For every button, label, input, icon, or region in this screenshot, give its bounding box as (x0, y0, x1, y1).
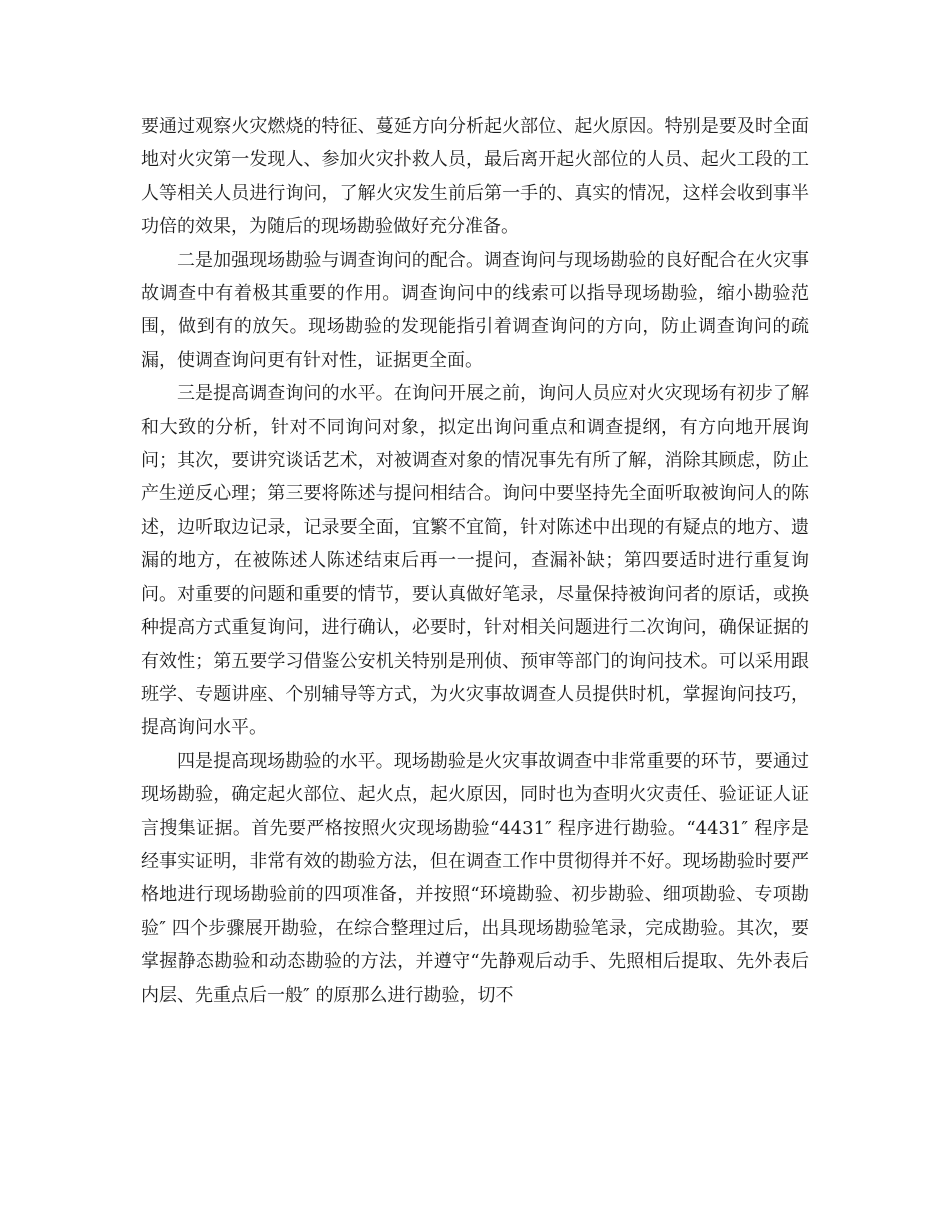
document-body (141, 110, 809, 1012)
paragraph-3: 三是提高调查询问的水平。在询问开展之前，询问人员应对火灾现场有初步了解和大致的分析，针对不同询问对象，拟定出询问重点和调查提纲，有方向地开展询问；其次，要讲究谈话艺术，对被调查对象的情况事先有所了解，消除其顾虑，防止产生逆反心理；第三要将陈述与提问相结合。询问中要坚持先全面听取被询问人的陈述，边听取边记录，记录要全面，宜繁不宜简，针对陈述中出现的有疑点的地方、遗漏的地方，在被陈述人陈述结束后再一一提问，查漏补缺；第四要适时进行重复询问。对重要的问题和重要的情节，要认真做好笔录，尽量保持被询问者的原话，或换种提高方式重复询问，进行确认，必要时，针对相关问题进行二次询问，确保证据的有效性；第五要学习借鉴公安机关特别是刑侦、预审等部门的询问技术。可以采用跟班学、专题讲座、个别辅导等方式，为火灾事故调查人员提供时机，掌握询问技巧，提高询问水平。 (141, 383, 809, 739)
paragraph-2: 二是加强现场勘验与调查询问的配合。调查询问与现场勘验的良好配合在火灾事故调查中有着极其重要的作用。调查询问中的线索可以指导现场勘验，缩小勘验范围，做到有的放矢。现场勘验的发现能指引着调查询问的方向，防止调查询问的疏漏，使调查询问更有针对性，证据更全面。 (141, 249, 809, 371)
paragraph-1: 要通过观察火灾燃烧的特征、蔓延方向分析起火部位、起火原因。特别是要及时全面地对火灾第一发现人、参加火灾扑救人员，最后离开起火部位的人员、起火工段的工人等相关人员进行询问，了解火灾发生前后第一手的、真实的情况，这样会收到事半功倍的效果，为随后的现场勘验做好充分准备。 (141, 116, 809, 238)
paragraph-4: 四是提高现场勘验的水平。现场勘验是火灾事故调查中非常重要的环节，要通过现场勘验，确定起火部位、起火点，起火原因，同时也为查明火灾责任、验证证人证言搜集证据。首先要严格按照火灾现场勘验“4431″ 程序进行勘验。“4431″ 程序是经事实证明，非常有效的勘验方法，但在调查工作中贯彻得并不好。现场勘验时要严格地进行现场勘验前的四项准备，并按照“环境勘验、初步勘验、细项勘验、专项勘验″ 四个步骤展开勘验，在综合整理过后，出具现场勘验笔录，完成勘验。其次，要掌握静态勘验和动态勘验的方法，并遵守“先静观后动手、先照相后提取、先外表后内层、先重点后一般″ 的原那么进行勘验，切不 (141, 750, 809, 1006)
